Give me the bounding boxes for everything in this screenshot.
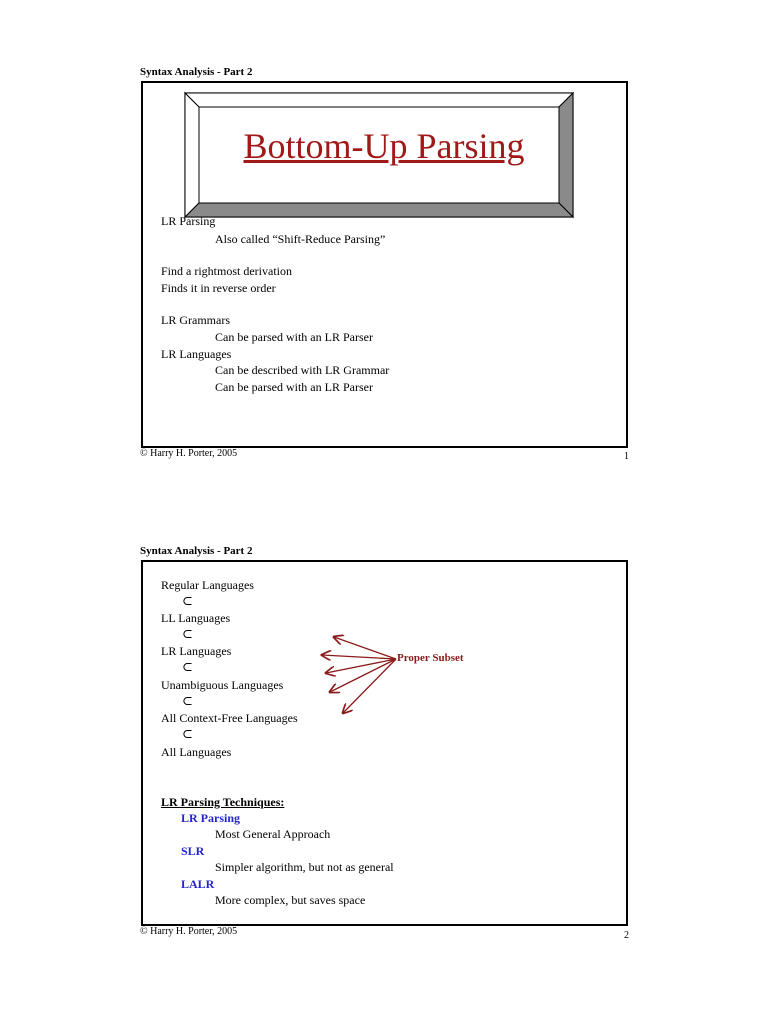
line-reverse-order: Finds it in reverse order [161, 281, 276, 295]
slide2-footer: © Harry H. Porter, 2005 [140, 926, 238, 937]
line-described-lr-grammar: Can be described with LR Grammar [215, 363, 390, 377]
subset-symbol: ⊂ [182, 659, 193, 674]
hier-all: All Languages [161, 745, 232, 759]
line-rightmost: Find a rightmost derivation [161, 264, 292, 278]
hier-unambiguous: Unambiguous Languages [161, 678, 284, 692]
slide1-page-number: 1 [624, 451, 629, 462]
slide2-header: Syntax Analysis - Part 2 [140, 545, 253, 557]
line-parsed-lr-parser-1: Can be parsed with an LR Parser [215, 330, 373, 344]
technique-slr: SLR [181, 844, 205, 858]
technique-lr-parsing: LR Parsing [181, 811, 241, 825]
technique-slr-desc: Simpler algorithm, but not as general [215, 860, 394, 874]
line-lr-languages: LR Languages [161, 347, 232, 361]
slide-title: Bottom-Up Parsing [243, 126, 525, 166]
subset-symbol: ⊂ [182, 593, 193, 608]
line-shift-reduce: Also called “Shift-Reduce Parsing” [215, 232, 386, 246]
hier-lr: LR Languages [161, 644, 232, 658]
hier-ll: LL Languages [161, 611, 231, 625]
hier-regular: Regular Languages [161, 578, 254, 592]
technique-lalr-desc: More complex, but saves space [215, 893, 366, 907]
subset-symbol: ⊂ [182, 626, 193, 641]
slide2-page-number: 2 [624, 930, 629, 941]
subset-symbol: ⊂ [182, 726, 193, 741]
line-lr-grammars: LR Grammars [161, 313, 230, 327]
techniques-heading: LR Parsing Techniques: [161, 795, 285, 809]
technique-lalr: LALR [181, 877, 215, 891]
slide1-footer: © Harry H. Porter, 2005 [140, 448, 238, 459]
line-lr-parsing: LR Parsing [161, 214, 216, 228]
slide1-header: Syntax Analysis - Part 2 [140, 66, 253, 78]
subset-symbol: ⊂ [182, 693, 193, 708]
line-parsed-lr-parser-2: Can be parsed with an LR Parser [215, 380, 373, 394]
hier-context-free: All Context-Free Languages [161, 711, 298, 725]
technique-lr-parsing-desc: Most General Approach [215, 827, 331, 841]
proper-subset-label: Proper Subset [397, 652, 464, 664]
